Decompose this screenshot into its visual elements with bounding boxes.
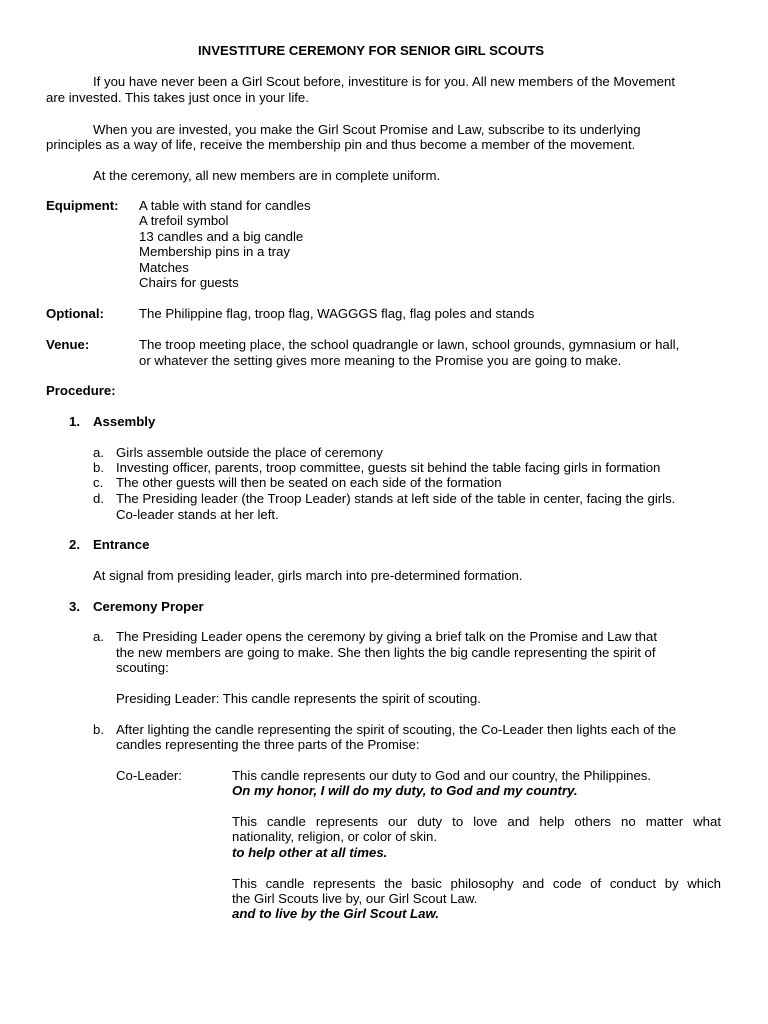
ceremony-b-line-2: candles representing the three parts of the Promise: (116, 737, 420, 752)
intro-paragraph-1-line-2: are invested. This takes just once in your life. (46, 90, 309, 105)
entrance-heading: Entrance (93, 537, 150, 552)
venue-label: Venue: (46, 337, 90, 352)
candle-1-text: This candle represents our duty to God and our country, the Philippines. (232, 768, 652, 783)
co-leader-label: Co-Leader: (116, 768, 182, 783)
intro-paragraph-1-line-1: If you have never been a Girl Scout before, investiture is for you. All new members of the Movement (93, 74, 676, 89)
list-marker: a. (93, 445, 104, 460)
candle-2-text-line-2: nationality, religion, or color of skin. (232, 829, 437, 844)
page-title: INVESTITURE CEREMONY FOR SENIOR GIRL SCOUTS (198, 43, 545, 58)
list-marker: b. (93, 722, 104, 737)
candle-2-promise: to help other at all times. (232, 845, 388, 860)
optional-label: Optional: (46, 306, 104, 321)
equipment-item: Matches (139, 260, 189, 275)
equipment-item: Membership pins in a tray (139, 244, 290, 259)
list-item-continuation: Co-leader stands at her left. (116, 507, 279, 522)
list-item: The Presiding leader (the Troop Leader) stands at left side of the table in center, facing the girls. (116, 491, 676, 506)
procedure-label: Procedure: (46, 383, 116, 398)
optional-text: The Philippine flag, troop flag, WAGGGS flag, flag poles and stands (139, 306, 535, 321)
list-marker: b. (93, 460, 104, 475)
equipment-item: 13 candles and a big candle (139, 229, 304, 244)
intro-paragraph-2-line-1: When you are invested, you make the Girl Scout Promise and Law, subscribe to its underlying (93, 122, 641, 137)
ceremony-number: 3. (69, 599, 80, 614)
list-item: The other guests will then be seated on each side of the formation (116, 475, 502, 490)
ceremony-b-line-1: After lighting the candle representing the spirit of scouting, the Co-Leader then lights each of the (116, 722, 677, 737)
candle-3-text-line-2: the Girl Scouts live by, our Girl Scout Law. (232, 891, 478, 906)
ceremony-a-line-2: the new members are going to make. She then lights the big candle representing the spirit of (116, 645, 656, 660)
equipment-item: A trefoil symbol (139, 213, 229, 228)
list-item: Investing officer, parents, troop committee, guests sit behind the table facing girls in formation (116, 460, 661, 475)
list-marker: a. (93, 629, 104, 644)
intro-paragraph-2-line-2: principles as a way of life, receive the membership pin and thus become a member of the movement. (46, 137, 636, 152)
venue-text-line-2: or whatever the setting gives more meaning to the Promise you are going to make. (139, 353, 622, 368)
candle-3-promise: and to live by the Girl Scout Law. (232, 906, 439, 921)
equipment-item: A table with stand for candles (139, 198, 311, 213)
entrance-text: At signal from presiding leader, girls march into pre-determined formation. (93, 568, 523, 583)
candle-2-text-line-1: This candle represents our duty to love and help others no matter what (232, 814, 721, 829)
intro-paragraph-3: At the ceremony, all new members are in complete uniform. (93, 168, 441, 183)
assembly-heading: Assembly (93, 414, 156, 429)
venue-text-line-1: The troop meeting place, the school quadrangle or lawn, school grounds, gymnasium or hall, (139, 337, 680, 352)
ceremony-heading: Ceremony Proper (93, 599, 204, 614)
equipment-label: Equipment: (46, 198, 119, 213)
entrance-number: 2. (69, 537, 80, 552)
list-item: Girls assemble outside the place of ceremony (116, 445, 383, 460)
candle-1-promise: On my honor, I will do my duty, to God and my country. (232, 783, 578, 798)
list-marker: d. (93, 491, 104, 506)
presiding-leader-quote: Presiding Leader: This candle represents the spirit of scouting. (116, 691, 481, 706)
ceremony-a-line-1: The Presiding Leader opens the ceremony by giving a brief talk on the Promise and Law that (116, 629, 658, 644)
list-marker: c. (93, 475, 104, 490)
assembly-number: 1. (69, 414, 80, 429)
equipment-item: Chairs for guests (139, 275, 239, 290)
candle-3-text-line-1: This candle represents the basic philosophy and code of conduct by which (232, 876, 721, 891)
ceremony-a-line-3: scouting: (116, 660, 169, 675)
